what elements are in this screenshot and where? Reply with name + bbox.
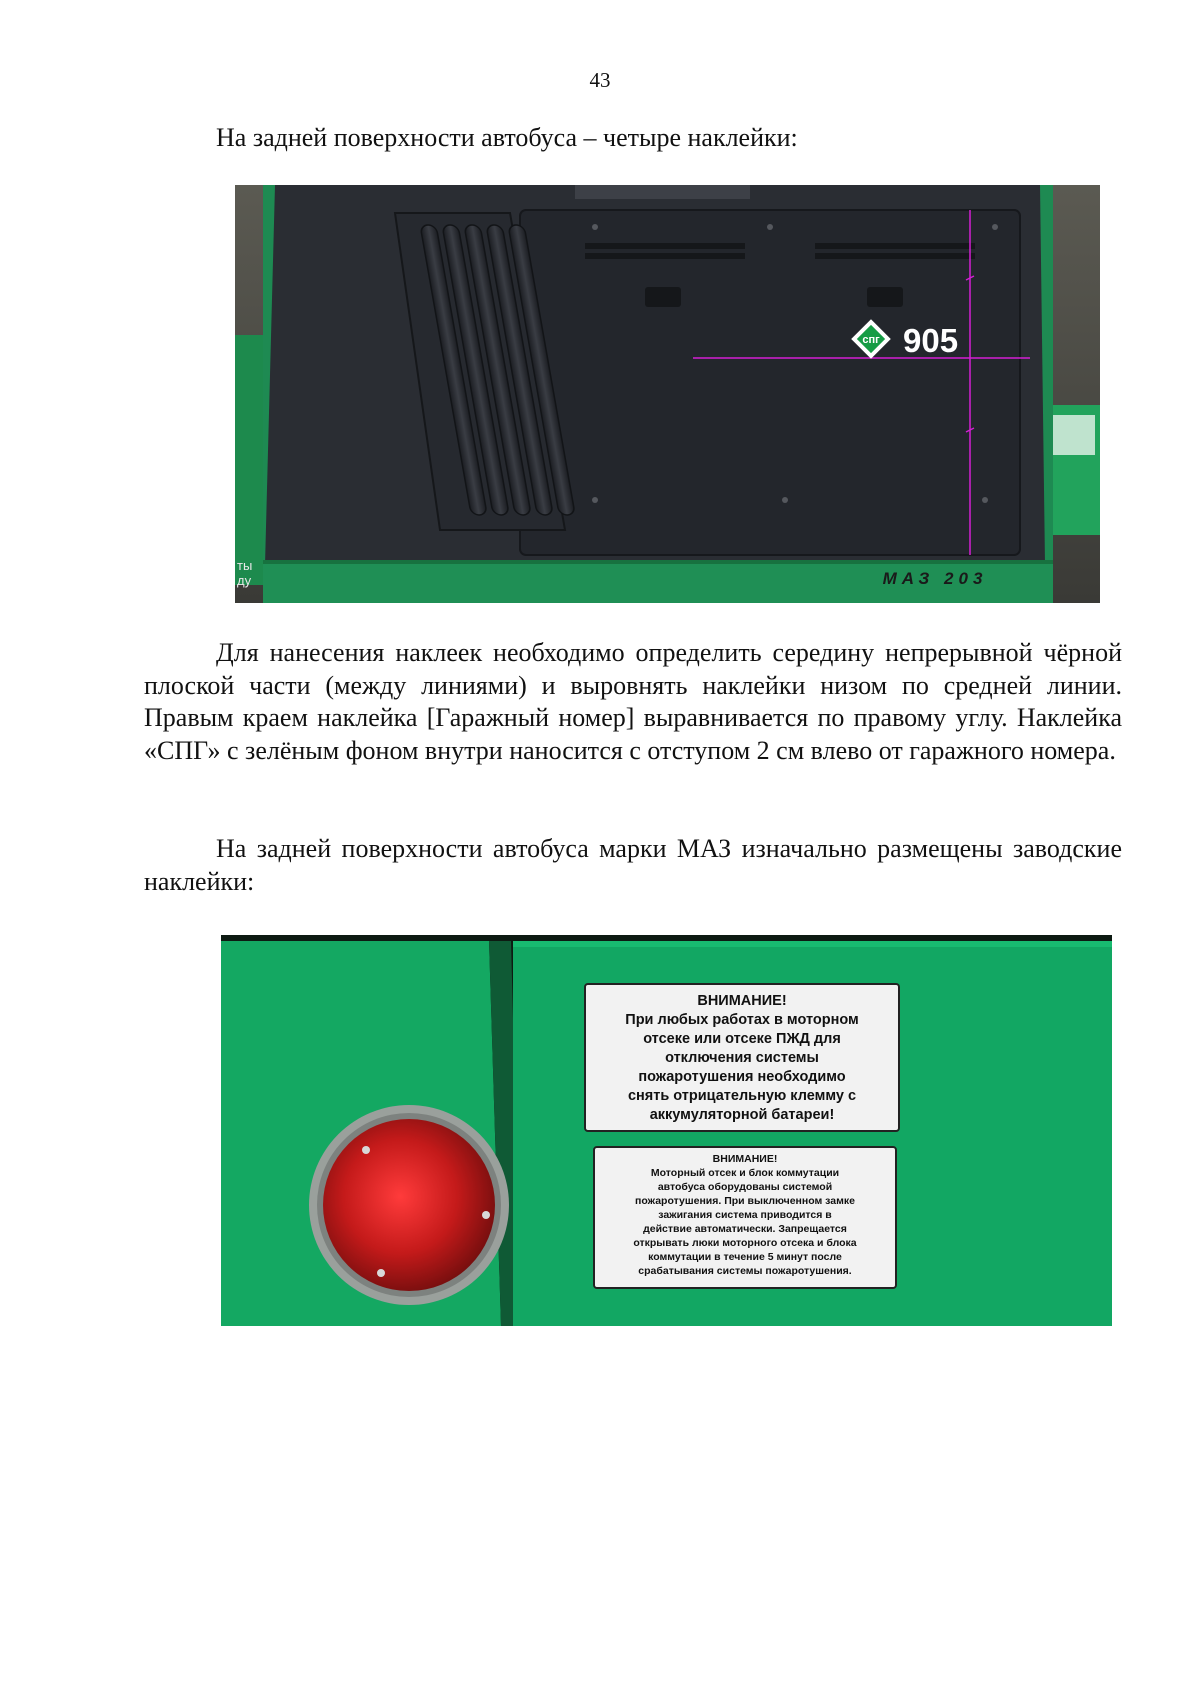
warning2-line: действие автоматически. Запрещается (643, 1223, 847, 1235)
svg-text:ду: ду (237, 573, 252, 588)
factory-stickers-photo (221, 935, 1112, 1326)
warning2-line: открывать люки моторного отсека и блока (633, 1237, 857, 1249)
bus-rear-photo (235, 185, 1100, 603)
warning2-line: автобуса оборудованы системой (657, 1181, 833, 1193)
warning2-line: ВНИМАНИЕ! (712, 1153, 778, 1165)
warning2-line: срабатывания системы пожаротушения. (638, 1265, 852, 1277)
page-number: 43 (589, 68, 611, 92)
warning1-line: При любых работах в моторном (625, 1012, 859, 1028)
background-sign: ты (237, 558, 253, 573)
warning2-line: зажигания система приводится в (658, 1209, 832, 1221)
warning1-line: ВНИМАНИЕ! (697, 993, 787, 1009)
garage-number: 905 (903, 322, 959, 359)
spg-label: спг (862, 334, 880, 346)
paragraph-instructions: Для нанесения наклеек необходимо определить середину непрерывной чёрной плоской части (между линиями) и выровнять наклейки низом по средней линии. Правым краем наклейка [Гаражный номер] выравнивается по правому углу. Наклейка «СПГ» с зелёным фоном внутри наносится с отступом 2 см влево от гаражного номера. (144, 638, 1122, 765)
warning1-line: отсеке или отсеке ПЖД для (643, 1031, 841, 1047)
warning-sticker-2 (594, 1147, 896, 1288)
warning1-line: отключения системы (665, 1050, 819, 1066)
warning1-line: снять отрицательную клемму с (627, 1088, 857, 1104)
warning2-line: пожаротушения. При выключенном замке (635, 1195, 855, 1207)
brand-text: МАЗ 203 (882, 569, 988, 588)
warning-sticker-1 (585, 984, 899, 1131)
warning2-line: Моторный отсек и блок коммутации (650, 1167, 840, 1179)
red-reflector-lamp (323, 1119, 495, 1291)
paragraph-factory-stickers: На задней поверхности автобуса марки МАЗ изначально размещены заводские наклейки: (144, 834, 1122, 896)
warning1-line: аккумуляторной батареи! (649, 1107, 835, 1123)
paragraph-intro: На задней поверхности автобуса – четыре наклейки: (216, 123, 798, 152)
warning1-line: пожаротушения необходимо (638, 1069, 846, 1085)
warning2-line: коммутации в течение 5 минут после (648, 1251, 842, 1263)
